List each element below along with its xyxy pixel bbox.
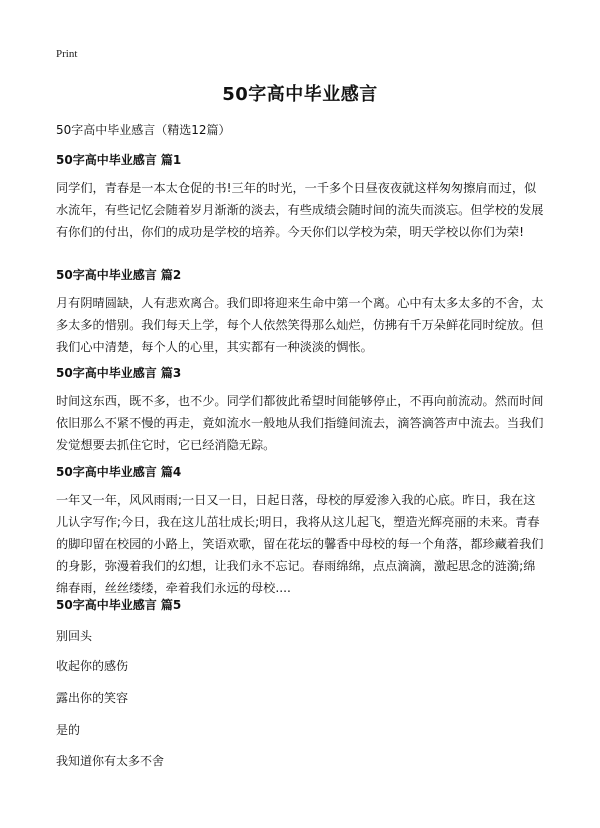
poem-line: 露出你的笑容 <box>56 691 129 705</box>
poem-line: 别回头 <box>56 629 93 643</box>
section-heading: 50字高中毕业感言 篇4 <box>56 465 182 479</box>
section-1 <box>56 151 546 243</box>
poem-line: 收起你的感伤 <box>56 659 129 673</box>
section-2 <box>56 266 546 358</box>
section-text: 时间这东西，既不多，也不少。同学们都彼此希望时间能够停止，不再向前流动。然而时间依旧那么不紧不慢的再走，竟如流水一般地从我们指缝间流去，滴答滴答声中流去。当我们发觉想要去抓住它时，它已经消隐无踪。 <box>56 394 544 452</box>
section-text: 一年又一年，风风雨雨;一日又一日，日起日落，母校的厚爱渗入我的心底。昨日，我在这儿认字写作;今日，我在这儿茁壮成长;明日，我将从这儿起飞，塑造光辉亮丽的未来。青春的脚印留在校园的小路上，笑语欢歌，留在花坛的馨香中母校的每一个角落，都珍藏着我们的身影，弥漫着我们的幻想，让我们永不忘记。春雨绵绵，点点滴滴，激起思念的涟漪;绵绵春雨，丝丝缕缕，牵着我们永远的母校.... <box>56 493 544 595</box>
section-heading: 50字高中毕业感言 篇1 <box>56 153 182 167</box>
section-5 <box>56 596 546 622</box>
section-heading: 50字高中毕业感言 篇3 <box>56 366 182 380</box>
poem-line: 我知道你有太多不舍 <box>56 754 165 768</box>
section-text: 同学们，青春是一本太仓促的书!三年的时光，一千多个日昼夜夜就这样匆匆擦肩而过，似水流年，有些记忆会随着岁月渐渐的淡去，有些成绩会随时间的流失而淡忘。但学校的发展有你们的付出，你们的成功是学校的培养。今天你们以学校为荣，明天学校以你们为荣! <box>56 181 544 239</box>
section-3 <box>56 364 546 456</box>
poem-line: 是的 <box>56 723 81 737</box>
page-subtitle: 50字高中毕业感言（精选12篇） <box>56 123 231 137</box>
section-4 <box>56 463 546 599</box>
print-label: Print <box>56 48 78 60</box>
section-heading: 50字高中毕业感言 篇2 <box>56 268 182 282</box>
page-title: 50字高中毕业感言 <box>222 84 378 105</box>
section-heading: 50字高中毕业感言 篇5 <box>56 598 182 612</box>
section-text: 月有阴晴圆缺，人有悲欢离合。我们即将迎来生命中第一个离。心中有太多太多的不舍，太多太多的惜别。我们每天上学，每个人依然笑得那么灿烂，仿拂有千万朵鲜花同时绽放。但我们心中清楚，每个人的心里，其实都有一种淡淡的惆怅。 <box>56 296 544 354</box>
